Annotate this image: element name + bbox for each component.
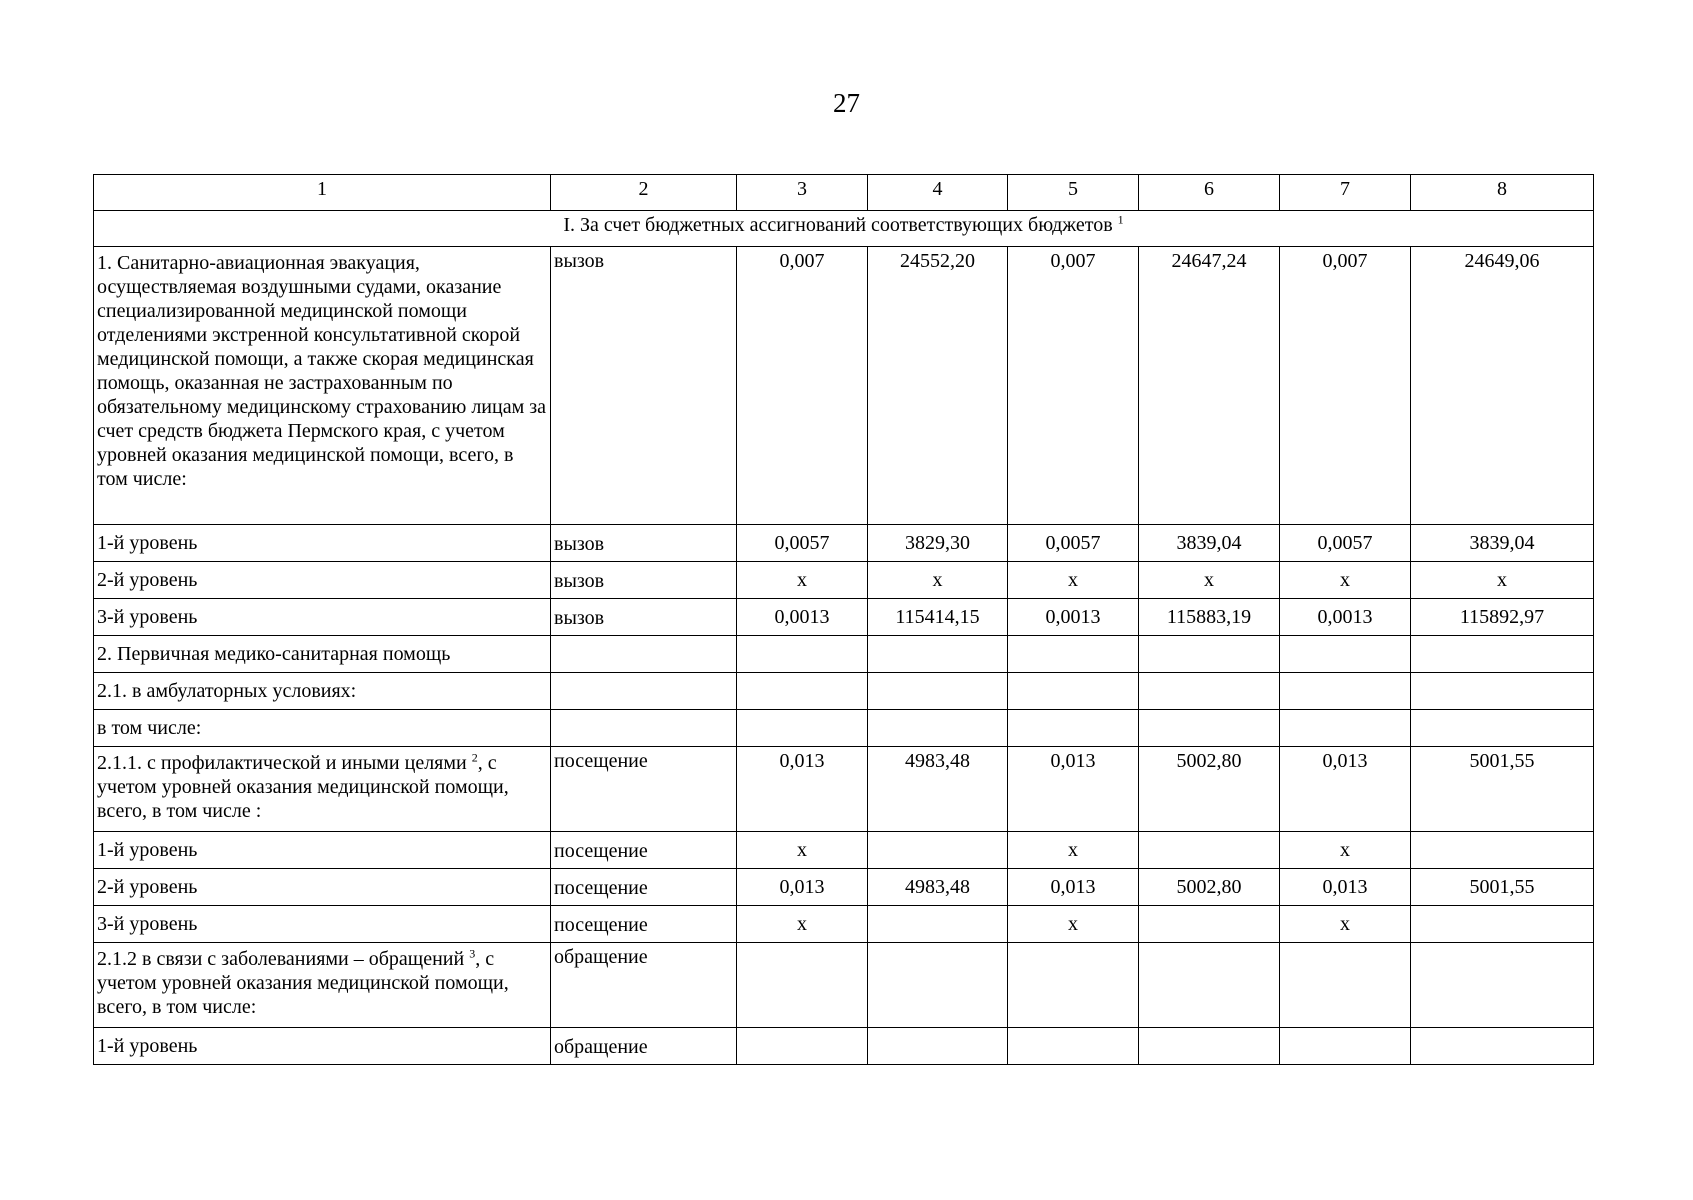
value-cell: 115892,97 — [1411, 599, 1594, 636]
value-cell — [1139, 673, 1280, 710]
value-cell: 24649,06 — [1411, 247, 1594, 525]
table-row — [94, 906, 1594, 943]
value-cell: х — [1008, 832, 1139, 869]
value-cell: 0,007 — [737, 247, 868, 525]
value-cell — [1280, 1028, 1411, 1065]
column-number: 5 — [1008, 175, 1139, 211]
table-row — [94, 562, 1594, 599]
value-cell — [1139, 1028, 1280, 1065]
value-cell: 115883,19 — [1139, 599, 1280, 636]
value-cell: 0,0057 — [1008, 525, 1139, 562]
row-name-cell — [94, 747, 551, 832]
value-cell: х — [1280, 832, 1411, 869]
value-cell — [1411, 1028, 1594, 1065]
value-cell: 3829,30 — [868, 525, 1008, 562]
value-cell: 0,007 — [1280, 247, 1411, 525]
value-cell — [868, 832, 1008, 869]
section-row — [94, 211, 1594, 247]
value-cell — [1280, 673, 1411, 710]
value-cell — [1008, 943, 1139, 1028]
footnote-marker: 2 — [471, 750, 478, 765]
value-cell: 3839,04 — [1139, 525, 1280, 562]
column-number: 4 — [868, 175, 1008, 211]
value-cell — [1008, 673, 1139, 710]
table-row — [94, 525, 1594, 562]
value-cell: 5001,55 — [1411, 747, 1594, 832]
value-cell: 0,0057 — [737, 525, 868, 562]
value-cell: 5002,80 — [1139, 747, 1280, 832]
value-cell — [868, 1028, 1008, 1065]
value-cell: 24647,24 — [1139, 247, 1280, 525]
value-cell: 0,0013 — [1280, 599, 1411, 636]
value-cell: 0,007 — [1008, 247, 1139, 525]
row-unit: посещение — [551, 869, 737, 906]
value-cell — [737, 673, 868, 710]
column-number: 1 — [94, 175, 551, 211]
value-cell — [1139, 636, 1280, 673]
table-row — [94, 1028, 1594, 1065]
row-unit: вызов — [551, 562, 737, 599]
value-cell — [1411, 710, 1594, 747]
row-unit: обращение — [551, 1028, 737, 1065]
value-cell — [868, 943, 1008, 1028]
value-cell — [737, 636, 868, 673]
row-name-continuation: , с учетом уровней оказания медицинской помощи, всего, в том числе: — [97, 948, 509, 1018]
value-cell: 4983,48 — [868, 869, 1008, 906]
value-cell: х — [1280, 906, 1411, 943]
value-cell: х — [1139, 562, 1280, 599]
value-cell: х — [1008, 906, 1139, 943]
value-cell: 24552,20 — [868, 247, 1008, 525]
table-row — [94, 747, 1594, 832]
value-cell — [1139, 906, 1280, 943]
value-cell — [1139, 832, 1280, 869]
value-cell — [868, 906, 1008, 943]
column-number: 6 — [1139, 175, 1280, 211]
value-cell: х — [737, 832, 868, 869]
row-unit: обращение — [551, 943, 737, 1028]
column-number: 7 — [1280, 175, 1411, 211]
footnote-marker: 3 — [469, 946, 476, 961]
value-cell: х — [737, 906, 868, 943]
row-unit: посещение — [551, 747, 737, 832]
value-cell: 0,013 — [1008, 747, 1139, 832]
column-number: 8 — [1411, 175, 1594, 211]
value-cell — [1008, 710, 1139, 747]
row-name: 2. Первичная медико-санитарная помощь — [94, 636, 551, 673]
table-row — [94, 710, 1594, 747]
value-cell — [737, 710, 868, 747]
footnote-marker: 1 — [1117, 212, 1124, 227]
value-cell: х — [1411, 562, 1594, 599]
column-number: 2 — [551, 175, 737, 211]
value-cell — [868, 673, 1008, 710]
row-name: 3-й уровень — [94, 906, 551, 943]
value-cell — [737, 943, 868, 1028]
row-name: 2-й уровень — [94, 562, 551, 599]
row-name: 1. Санитарно-авиационная эвакуация, осуществляемая воздушными судами, оказание специализированной медицинской помощи отделениями экстренной консультативной скорой медицинской помощи, а также скорая медицинская помощь, оказанная не застрахованным по обязательному медицинскому страхованию лицам за счет средств бюджета Пермского края, с учетом уровней оказания медицинской помощи, всего, в том числе: — [94, 247, 551, 525]
value-cell — [1008, 1028, 1139, 1065]
table-row — [94, 247, 1594, 525]
value-cell: 0,013 — [1008, 869, 1139, 906]
value-cell: х — [737, 562, 868, 599]
value-cell: х — [868, 562, 1008, 599]
value-cell: 0,013 — [737, 869, 868, 906]
value-cell — [868, 636, 1008, 673]
row-name: 2.1.2 в связи с заболеваниями – обращений — [97, 948, 465, 970]
table-row — [94, 832, 1594, 869]
column-number-row — [94, 175, 1594, 211]
value-cell: 4983,48 — [868, 747, 1008, 832]
row-unit — [551, 710, 737, 747]
value-cell — [1411, 943, 1594, 1028]
value-cell: 0,0013 — [1008, 599, 1139, 636]
row-name: 1-й уровень — [94, 525, 551, 562]
row-name: в том числе: — [94, 710, 551, 747]
row-name-continuation: , с учетом уровней оказания медицинской помощи, всего, в том числе : — [97, 752, 509, 822]
tariff-table — [93, 174, 1594, 1065]
value-cell — [1411, 906, 1594, 943]
value-cell: 3839,04 — [1411, 525, 1594, 562]
value-cell — [1411, 636, 1594, 673]
value-cell — [1139, 710, 1280, 747]
value-cell — [1280, 710, 1411, 747]
row-name: 1-й уровень — [94, 1028, 551, 1065]
table-row — [94, 636, 1594, 673]
row-unit: посещение — [551, 906, 737, 943]
table-row — [94, 673, 1594, 710]
row-name: 1-й уровень — [94, 832, 551, 869]
row-unit: вызов — [551, 247, 737, 525]
value-cell — [1139, 943, 1280, 1028]
value-cell: 0,0057 — [1280, 525, 1411, 562]
value-cell — [1280, 636, 1411, 673]
value-cell: 0,013 — [737, 747, 868, 832]
value-cell — [1008, 636, 1139, 673]
table-row — [94, 869, 1594, 906]
page-number: 27 — [833, 88, 860, 118]
value-cell: 0,0013 — [737, 599, 868, 636]
row-unit: вызов — [551, 599, 737, 636]
value-cell — [1411, 832, 1594, 869]
column-number: 3 — [737, 175, 868, 211]
value-cell — [868, 710, 1008, 747]
value-cell: х — [1280, 562, 1411, 599]
row-name: 2.1.1. с профилактической и иными целями — [97, 752, 467, 774]
row-unit — [551, 673, 737, 710]
row-name-cell — [94, 943, 551, 1028]
row-name: 2.1. в амбулаторных условиях: — [94, 673, 551, 710]
table-row — [94, 599, 1594, 636]
section-title: I. За счет бюджетных ассигнований соответствующих бюджетов — [563, 214, 1113, 236]
row-name: 2-й уровень — [94, 869, 551, 906]
row-unit: посещение — [551, 832, 737, 869]
value-cell: 115414,15 — [868, 599, 1008, 636]
value-cell — [1280, 943, 1411, 1028]
value-cell: 5001,55 — [1411, 869, 1594, 906]
value-cell: 0,013 — [1280, 747, 1411, 832]
value-cell: 5002,80 — [1139, 869, 1280, 906]
row-unit — [551, 636, 737, 673]
value-cell: 0,013 — [1280, 869, 1411, 906]
row-unit: вызов — [551, 525, 737, 562]
value-cell: х — [1008, 562, 1139, 599]
value-cell — [1411, 673, 1594, 710]
table-row — [94, 943, 1594, 1028]
value-cell — [737, 1028, 868, 1065]
section-title-cell — [94, 211, 1594, 247]
row-name: 3-й уровень — [94, 599, 551, 636]
